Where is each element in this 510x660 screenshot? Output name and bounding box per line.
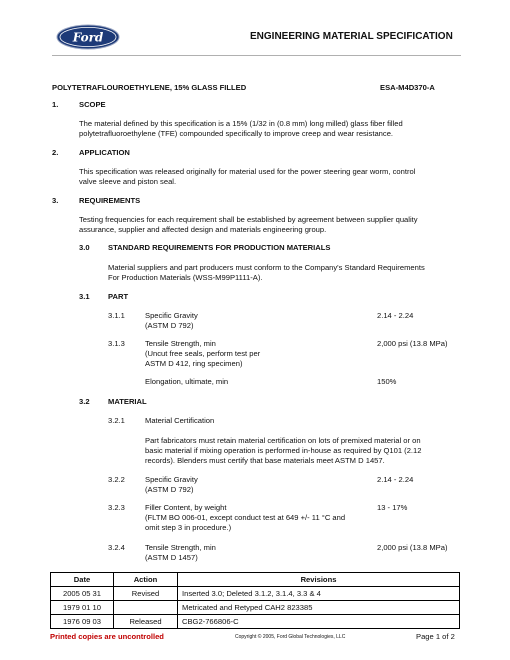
- revision-date: 2005 05 31: [51, 587, 114, 601]
- ford-logo-text: Ford: [72, 30, 104, 45]
- section-3-title: REQUIREMENTS: [79, 196, 141, 205]
- elongation-label: Elongation, ultimate, min: [145, 377, 229, 386]
- item-3-2-4-number: 3.2.4: [108, 543, 125, 552]
- uncontrolled-copies-notice: Printed copies are uncontrolled: [50, 632, 164, 641]
- table-row: [51, 587, 460, 601]
- revision-description: CBG2-766806-C: [178, 615, 460, 629]
- item-3-2-4-value: 2,000 psi (13.8 MPa): [377, 543, 448, 552]
- certification-line-2: basic material if mixing operation is performed in-house as required by Q101 (2.12: [145, 446, 422, 455]
- item-3-2-3-label: Filler Content, by weight: [145, 503, 227, 512]
- item-3-2-3-note-1: (FLTM BO 006-01, except conduct test at 649 +/- 11 °C and: [145, 513, 346, 522]
- section-2-number: 2.: [52, 148, 59, 157]
- item-3-2-3-note-2: omit step 3 in procedure.): [145, 523, 232, 532]
- item-3-1-1-label: Specific Gravity: [145, 311, 198, 320]
- requirements-line-2: assurance, supplier and affected design and materials engineering group.: [79, 225, 327, 234]
- application-line-2: valve sleeve and piston seal.: [79, 177, 177, 186]
- section-1-title: SCOPE: [79, 100, 106, 109]
- certification-line-3: records). Blenders must certify that base materials meet ASTM D 1457.: [145, 456, 385, 465]
- header-title: ENGINEERING MATERIAL SPECIFICATION: [250, 31, 453, 42]
- table-row: [51, 601, 460, 615]
- item-3-2-2-number: 3.2.2: [108, 475, 125, 484]
- item-3-2-3-number: 3.2.3: [108, 503, 125, 512]
- section-2-title: APPLICATION: [79, 148, 130, 157]
- scope-line-2: polytetrafluoroethylene (TFE) compounded specifically to improve creep and wear resistance.: [79, 129, 394, 138]
- section-3-number: 3.: [52, 196, 59, 205]
- revisions-table: [50, 572, 460, 629]
- revisions-header-action: Action: [114, 573, 178, 587]
- section-3-2-title: MATERIAL: [108, 397, 147, 406]
- item-3-2-2-method: (ASTM D 792): [145, 485, 194, 494]
- item-3-2-4-label: Tensile Strength, min: [145, 543, 216, 552]
- item-3-1-1-method: (ASTM D 792): [145, 321, 194, 330]
- application-line-1: This specification was released originally for material used for the power steering gear worm, control: [79, 167, 416, 176]
- revision-description: Metricated and Retyped CAH2 823385: [178, 601, 460, 615]
- item-3-2-2-value: 2.14 - 2.24: [377, 475, 414, 484]
- scope-line-1: The material defined by this specification is a 15% (1/32 in (0.8 mm) long milled) glass fiber filled: [79, 119, 403, 128]
- revisions-header-date: Date: [51, 573, 114, 587]
- section-1-number: 1.: [52, 100, 59, 109]
- section-3-0-number: 3.0: [79, 243, 90, 252]
- copyright-notice: Copyright © 2005, Ford Global Technologies, LLC: [235, 634, 346, 640]
- section-3-1-title: PART: [108, 292, 129, 301]
- material-title: POLYTETRAFLOUROETHYLENE, 15% GLASS FILLED: [52, 83, 247, 92]
- elongation-value: 150%: [377, 377, 397, 386]
- item-3-1-3-value: 2,000 psi (13.8 MPa): [377, 339, 448, 348]
- section-3-2-number: 3.2: [79, 397, 90, 406]
- item-3-1-3-note-2: ASTM D 412, ring specimen): [145, 359, 243, 368]
- standard-req-line-1: Material suppliers and part producers must conform to the Company's Standard Requirements: [108, 263, 425, 272]
- item-3-2-2-label: Specific Gravity: [145, 475, 198, 484]
- item-3-2-1-title: Material Certification: [145, 416, 215, 425]
- revision-description: Inserted 3.0; Deleted 3.1.2, 3.1.4, 3.3 & 4: [178, 587, 460, 601]
- certification-line-1: Part fabricators must retain material certification on lots of premixed material or on: [145, 436, 421, 445]
- revision-action: Released: [114, 615, 178, 629]
- section-3-1-number: 3.1: [79, 292, 90, 301]
- item-3-2-1-number: 3.2.1: [108, 416, 125, 425]
- revisions-header-revisions: Revisions: [178, 573, 460, 587]
- header-divider: [52, 55, 461, 56]
- revision-action: [114, 601, 178, 615]
- item-3-1-3-number: 3.1.3: [108, 339, 125, 348]
- revision-action: Revised: [114, 587, 178, 601]
- item-3-2-4-method: (ASTM D 1457): [145, 553, 198, 562]
- requirements-line-1: Testing frequencies for each requirement shall be established by agreement between supplier quality: [79, 215, 418, 224]
- revisions-header-row: [51, 573, 460, 587]
- item-3-1-1-number: 3.1.1: [108, 311, 125, 320]
- spec-number: ESA-M4D370-A: [380, 83, 435, 92]
- standard-req-line-2: For Production Materials (WSS-M99P1111-A).: [108, 273, 263, 282]
- item-3-1-3-label: Tensile Strength, min: [145, 339, 216, 348]
- item-3-1-3-note-1: (Uncut free seals, perform test per: [145, 349, 261, 358]
- revision-date: 1976 09 03: [51, 615, 114, 629]
- page-number: Page 1 of 2: [416, 632, 455, 641]
- revision-date: 1979 01 10: [51, 601, 114, 615]
- item-3-2-3-value: 13 - 17%: [377, 503, 408, 512]
- section-3-0-title: STANDARD REQUIREMENTS FOR PRODUCTION MATERIALS: [108, 243, 331, 252]
- table-row: [51, 615, 460, 629]
- ford-logo: [56, 24, 120, 50]
- item-3-1-1-value: 2.14 - 2.24: [377, 311, 414, 320]
